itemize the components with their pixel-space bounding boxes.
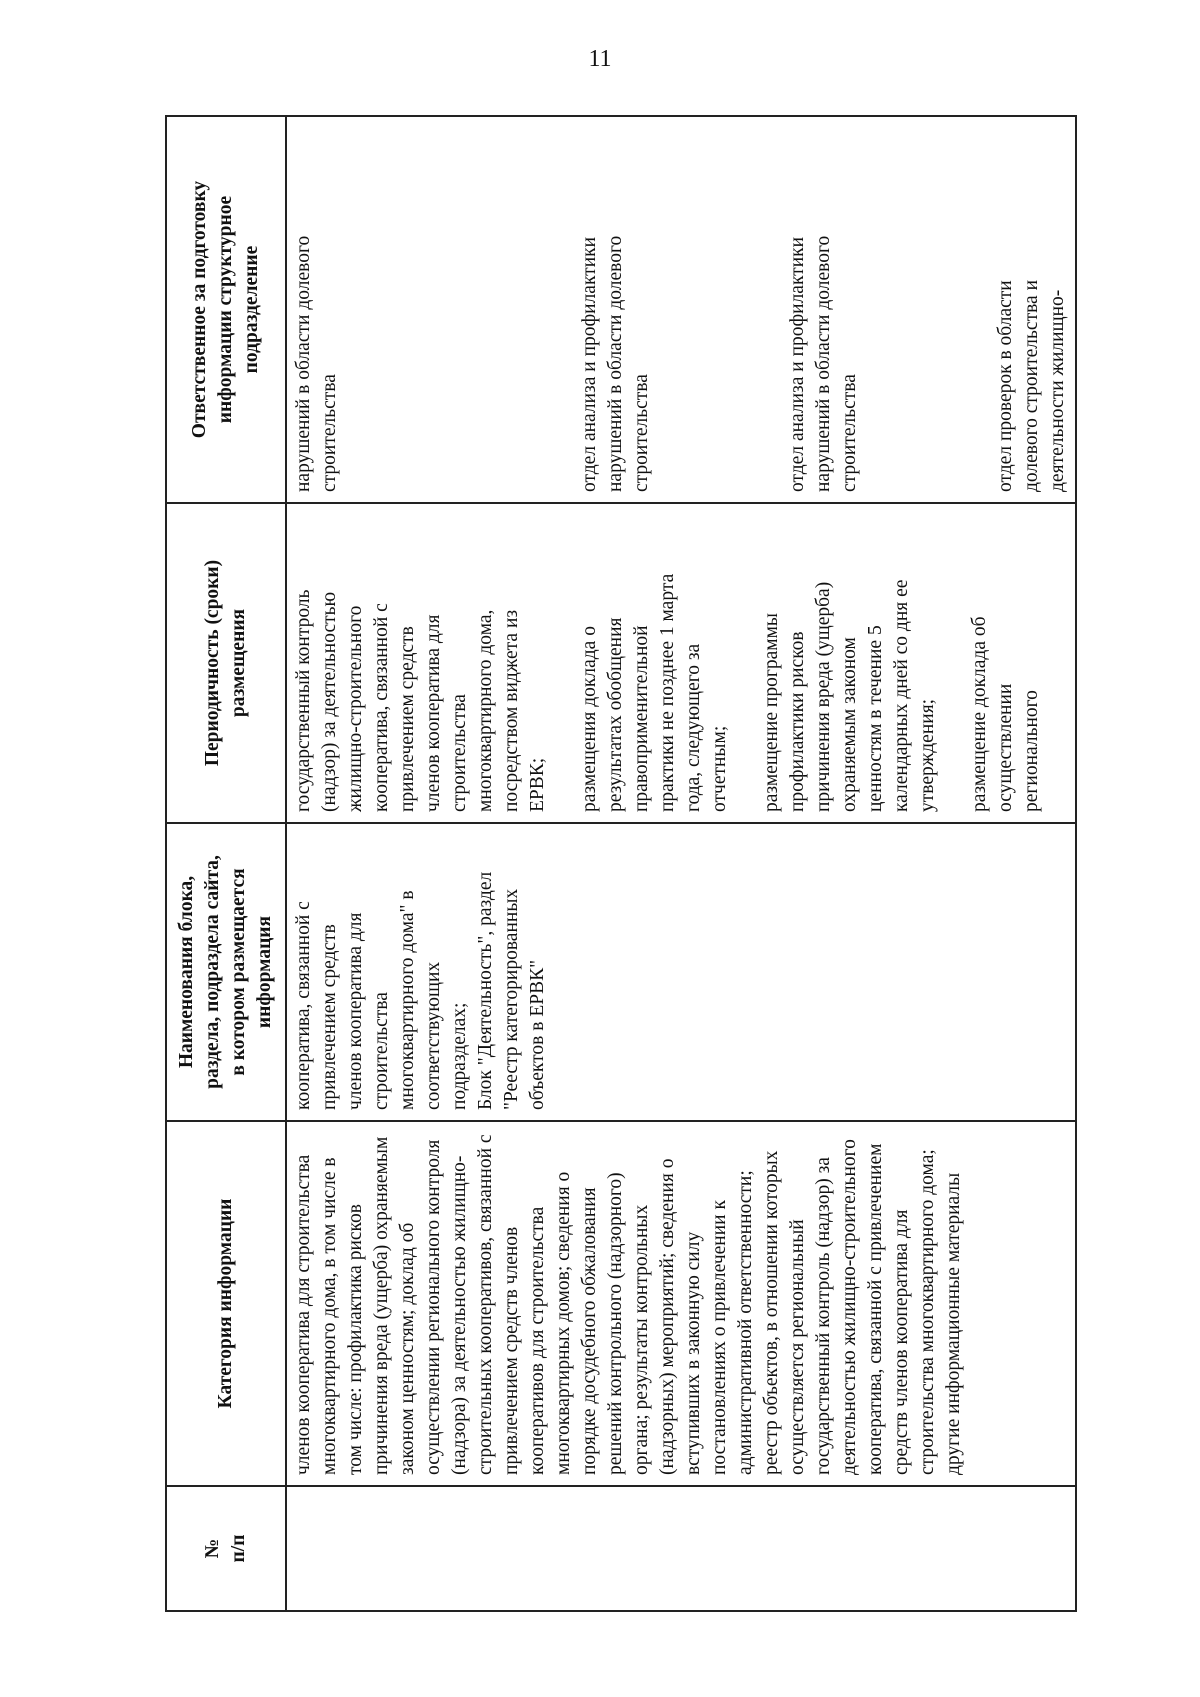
cell-period: государственный контроль (надзор) за деятельностью жилищно-строительного кооператива, связанной с привлечением средств членов кооператива для строительства многоквартирного дома, посредством виджета из ЕРВК; размещения доклада о результатах обобщения правоприменительной практики не позднее 1 марта года, следующего за отчетным; размещение программы профилактики рисков причинения вреда (ущерба) охраняемым законом ценностям в течение 5 календарных дней со дня ее утверждения; размещение доклада об осуществлении регионального (286, 503, 1076, 823)
table-header-row (166, 116, 286, 1611)
header-category: Категория информации (166, 1121, 286, 1486)
cell-category: членов кооператива для строительства многоквартирного дома, в том числе в том числе: профилактика рисков причинения вреда (ущерба) охраняемым законом ценностям; доклад об осуществлении регионального контроля (надзора) за деятельностью жилищно- строительных кооперативов, связанной с привлечением средств членов кооперативов для строительства многоквартирных домов; сведения о порядке досудебного обжалования решений контрольного (надзорного) органа; результаты контрольных (надзорных) мероприятий; сведения о вступивших в законную силу постановлениях о привлечении к административной ответственности; реестр объектов, в отношении которых осуществляется региональный государственный контроль (надзор) за деятельностью жилищно-строительного кооператива, связанной с привлечением средств членов кооператива для строительства многоквартирного дома; другие информационные материалы (286, 1121, 1076, 1486)
table-row (286, 116, 1076, 1611)
rotated-table-container (165, 117, 1068, 1612)
header-responsible: Ответственное за подготовку информации структурное подразделение (166, 116, 286, 503)
header-period: Периодичность (сроки) размещения (166, 503, 286, 823)
header-section: Наименования блока, раздела, подраздела сайта, в котором размещается информация (166, 823, 286, 1121)
cell-number (286, 1486, 1076, 1611)
cell-section: кооператива, связанной с привлечением средств членов кооператива для строительства многоквартирного дома" в соответствующих подразделах; Блок "Деятельность", раздел "Реестр категорированных объектов в ЕРВК" (286, 823, 1076, 1121)
information-table (165, 115, 1077, 1612)
page-number: 11 (588, 46, 612, 72)
cell-responsible: нарушений в области долевого строительства отдел анализа и профилактики нарушений в области долевого строительства отдел анализа и профилактики нарушений в области долевого строительства отдел проверок в области долевого строительства и деятельности жилищно- (286, 116, 1076, 503)
header-number: № п/п (166, 1486, 286, 1611)
